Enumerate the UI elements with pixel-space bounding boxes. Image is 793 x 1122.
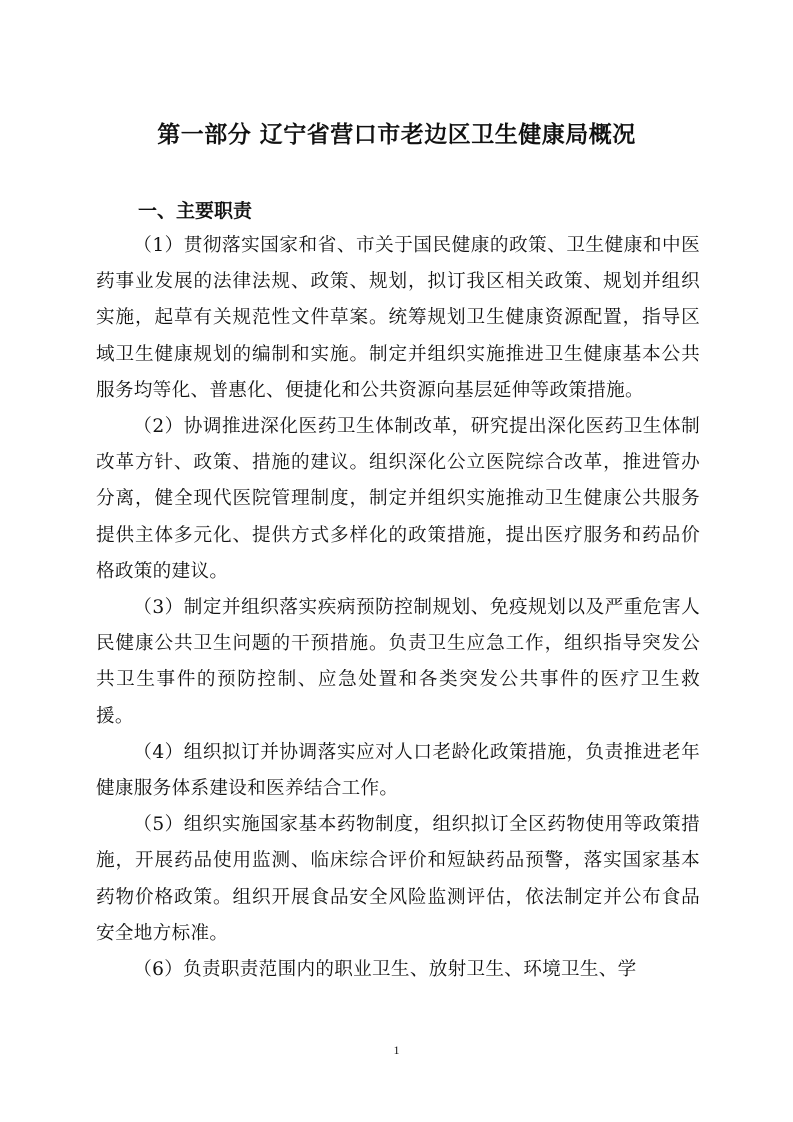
paragraph-3: （3）制定并组织落实疾病预防控制规划、免疫规划以及严重危害人民健康公共卫生问题的干预措施。负责卫生应急工作，组织指导突发公共卫生事件的预防控制、应急处置和各类突发公共事件的医疗卫生救援。	[96, 597, 700, 727]
document-body	[96, 228, 700, 988]
paragraph-5: （5）组织实施国家基本药物制度，组织拟订全区药物使用等政策措施，开展药品使用监测、临床综合评价和短缺药品预警，落实国家基本药物价格政策。组织开展食品安全风险监测评估，依法制定并公布食品安全地方标准。	[96, 814, 700, 944]
paragraph-6: （6）负责职责范围内的职业卫生、放射卫生、环境卫生、学	[133, 959, 637, 981]
section-heading: 一、主要职责	[138, 200, 253, 222]
paragraph-2: （2）协调推进深化医药卫生体制改革，研究提出深化医药卫生体制改革方针、政策、措施的建议。组织深化公立医院综合改革，推进管办分离，健全现代医院管理制度，制定并组织实施推动卫生健康公共服务提供主体多元化、提供方式多样化的政策措施，提出医疗服务和药品价格政策的建议。	[96, 416, 700, 582]
page-number: 1	[393, 1043, 400, 1057]
paragraph-1: （1）贯彻落实国家和省、市关于国民健康的政策、卫生健康和中医药事业发展的法律法规、政策、规划，拟订我区相关政策、规划并组织实施，起草有关规范性文件草案。统筹规划卫生健康资源配置，指导区域卫生健康规划的编制和实施。制定并组织实施推进卫生健康基本公共服务均等化、普惠化、便捷化和公共资源向基层延伸等政策措施。	[96, 235, 700, 401]
paragraph-4: （4）组织拟订并协调落实应对人口老龄化政策措施，负责推进老年健康服务体系建设和医养结合工作。	[96, 741, 700, 800]
page-title: 第一部分 辽宁省营口市老边区卫生健康局概况	[157, 122, 636, 148]
